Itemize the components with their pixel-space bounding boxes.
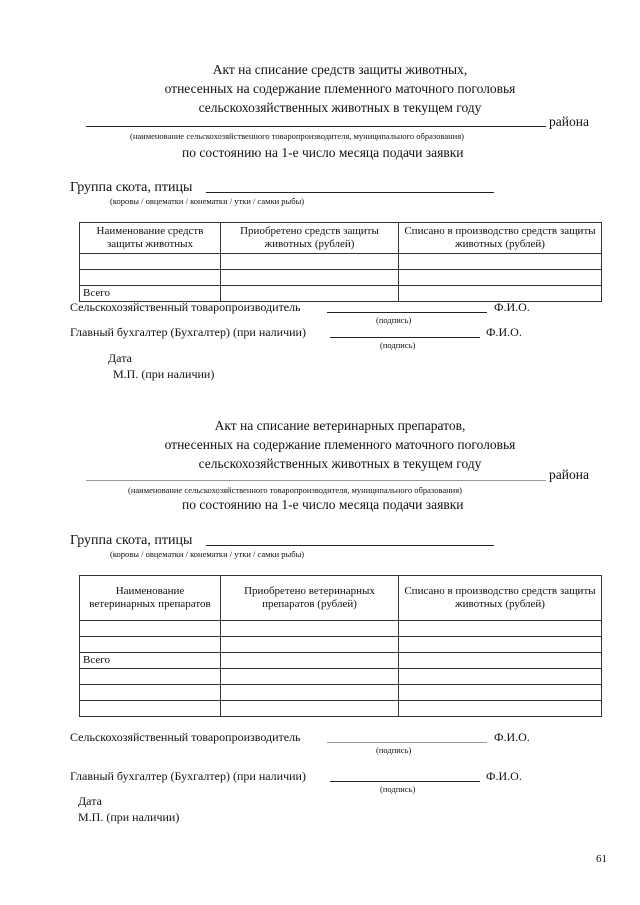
table-cell[interactable] xyxy=(399,621,602,637)
act1-title-line-1: Акт на списание средств защиты животных, xyxy=(212,62,468,77)
act2-table-row[interactable] xyxy=(80,669,602,685)
table-cell[interactable] xyxy=(80,669,221,685)
act1-org-line[interactable] xyxy=(86,126,546,127)
table-cell[interactable] xyxy=(80,637,221,653)
table-cell[interactable] xyxy=(221,270,399,286)
act2-table-row[interactable] xyxy=(80,637,602,653)
table-cell[interactable] xyxy=(221,637,399,653)
act2-producer-signature-line[interactable] xyxy=(327,742,487,743)
act1-header-acquired: Приобретено средств защиты животных (рублей) xyxy=(221,223,399,254)
act2-group-label: Группа скота, птицы xyxy=(70,533,193,548)
act1-producer-fio: Ф.И.О. xyxy=(494,300,530,314)
act2-seal-label: М.П. (при наличии) xyxy=(78,810,180,824)
act2-producer-label: Сельскохозяйственный товаропроизводитель xyxy=(70,730,301,744)
table-cell[interactable] xyxy=(399,685,602,701)
act2-accountant-label: Главный бухгалтер (Бухгалтер) (при наличии) xyxy=(70,769,306,783)
act1-group-hint: (коровы / овцематки / конематки / утки / самки рыбы) xyxy=(110,196,305,206)
table-cell[interactable] xyxy=(221,685,399,701)
act1-org-hint: (наименование сельскохозяйственного товаропроизводителя, муниципального образования) xyxy=(130,131,464,141)
act1-accountant-signature-line[interactable] xyxy=(330,337,480,338)
act2-accountant-signature-line[interactable] xyxy=(330,781,480,782)
act1-header-written-off: Списано в производство средств защиты животных (рублей) xyxy=(399,223,602,254)
table-cell[interactable] xyxy=(221,653,399,669)
act1-seal-label: М.П. (при наличии) xyxy=(113,367,215,381)
act1-district-suffix: района xyxy=(549,114,589,129)
table-cell[interactable] xyxy=(399,653,602,669)
table-cell[interactable] xyxy=(221,669,399,685)
table-cell[interactable] xyxy=(80,685,221,701)
act2-district-suffix: района xyxy=(549,467,589,482)
act1-header-name: Наименование средств защиты животных xyxy=(80,223,221,254)
table-cell[interactable] xyxy=(221,701,399,717)
act2-title-line-3: сельскохозяйственных животных в текущем году xyxy=(198,456,482,471)
act2-accountant-signature-hint: (подпись) xyxy=(380,784,416,794)
table-cell[interactable] xyxy=(80,254,221,270)
act1-table xyxy=(79,222,602,302)
act1-total-label: Всего xyxy=(80,286,221,302)
act1-group-label: Группа скота, птицы xyxy=(70,180,193,195)
act1-date-label: Дата xyxy=(108,351,132,365)
act1-table-row[interactable] xyxy=(80,270,602,286)
act1-accountant-label: Главный бухгалтер (Бухгалтер) (при наличии) xyxy=(70,325,306,339)
act1-title-line-3: сельскохозяйственных животных в текущем году xyxy=(198,100,482,115)
act1-accountant-fio: Ф.И.О. xyxy=(486,325,522,339)
act1-producer-label: Сельскохозяйственный товаропроизводитель xyxy=(70,300,301,314)
act1-table-row[interactable] xyxy=(80,254,602,270)
page-number: 61 xyxy=(596,853,607,865)
table-cell[interactable] xyxy=(399,669,602,685)
act2-header-written-off: Списано в производство средств защиты животных (рублей) xyxy=(399,576,602,621)
act2-as-of: по состоянию на 1-е число месяца подачи заявки xyxy=(182,497,464,512)
act2-header-name: Наименование ветеринарных препаратов xyxy=(80,576,221,621)
act2-date-label: Дата xyxy=(78,794,102,808)
act1-producer-signature-line[interactable] xyxy=(327,312,487,313)
act2-producer-signature-hint: (подпись) xyxy=(376,745,412,755)
act2-org-hint: (наименование сельскохозяйственного товаропроизводителя, муниципального образования) xyxy=(128,485,462,495)
table-cell[interactable] xyxy=(399,254,602,270)
table-cell[interactable] xyxy=(399,701,602,717)
table-cell[interactable] xyxy=(80,270,221,286)
table-cell[interactable] xyxy=(221,254,399,270)
act2-title-line-2: отнесенных на содержание племенного маточного поголовья xyxy=(164,437,516,452)
act2-header-acquired: Приобретено ветеринарных препаратов (рублей) xyxy=(221,576,399,621)
act2-table-row[interactable] xyxy=(80,685,602,701)
act2-table-total-row[interactable] xyxy=(80,653,602,669)
act1-title xyxy=(0,60,640,117)
act2-producer-fio: Ф.И.О. xyxy=(494,730,530,744)
table-cell[interactable] xyxy=(80,621,221,637)
act2-table-header-row xyxy=(80,576,602,621)
act1-accountant-signature-hint: (подпись) xyxy=(380,340,416,350)
act1-title-line-2: отнесенных на содержание племенного маточного поголовья xyxy=(164,81,516,96)
table-cell[interactable] xyxy=(399,270,602,286)
act2-total-label: Всего xyxy=(80,653,221,669)
table-cell[interactable] xyxy=(399,637,602,653)
act2-table-row[interactable] xyxy=(80,701,602,717)
act2-group-hint: (коровы / овцематки / конематки / утки / самки рыбы) xyxy=(110,549,305,559)
act2-group-line[interactable] xyxy=(206,545,494,546)
act2-table-row[interactable] xyxy=(80,621,602,637)
act1-table-header-row xyxy=(80,223,602,254)
act1-producer-signature-hint: (подпись) xyxy=(376,315,412,325)
act2-title-line-1: Акт на списание ветеринарных препаратов, xyxy=(214,418,466,433)
act2-table xyxy=(79,575,602,717)
act1-as-of: по состоянию на 1-е число месяца подачи заявки xyxy=(182,145,464,160)
table-cell[interactable] xyxy=(80,701,221,717)
table-cell[interactable] xyxy=(221,621,399,637)
act2-accountant-fio: Ф.И.О. xyxy=(486,769,522,783)
act2-org-line[interactable] xyxy=(86,480,546,481)
act2-title xyxy=(0,416,640,473)
act1-group-line[interactable] xyxy=(206,192,494,193)
